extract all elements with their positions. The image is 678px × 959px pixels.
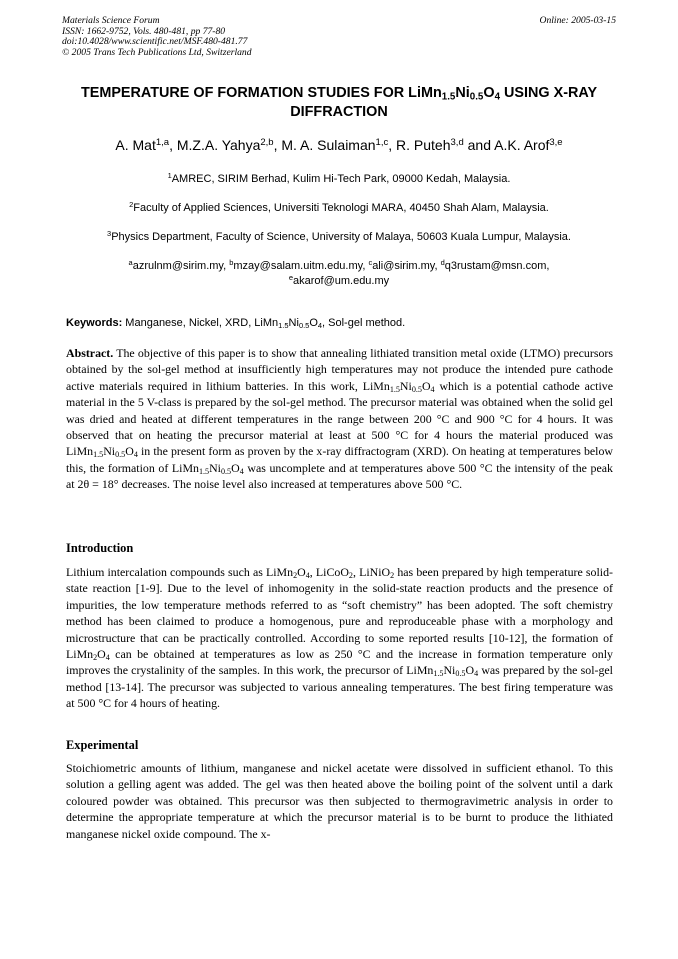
subscript: 2	[93, 653, 98, 663]
email-link[interactable]: $^a$azrulnm@sirim.my,	[128, 257, 230, 272]
experimental-paragraph: Stoichiometric amounts of lithium, manganese and nickel acetate were dissolved in sufficient ethanol. To this solution a gelling agent was added. The gel was then heated above the boiling point of the solvent until a dark coloured powder was obtained. This precursor was then subjected to thermogravimetric analysis in order to determine the appropriate temperature at which the precursor material is to be burnt to produce the lithiated manganese nickel oxide compound. The x-	[66, 761, 613, 841]
affiliation-1: $^1$AMREC, SIRIM Berhad, Kulim Hi-Tech Park, 09000 Kedah, Malaysia.	[167, 170, 511, 185]
doi-line: doi:10.4028/www.scientific.net/MSF.480-481.77	[62, 36, 248, 48]
journal-name: Materials Science Forum	[62, 15, 160, 26]
subscript: 1.5	[198, 466, 210, 476]
author: A.K. Arof$^{3,e}$	[494, 136, 563, 153]
author: A. Mat$^{1,a}$	[115, 136, 170, 153]
keywords-line: Keywords: Manganese, Nickel, XRD, $LiMn_{1.5}Ni_{0.5}O_4$, Sol-gel method.	[66, 317, 406, 330]
online-date: Online: 2005-03-15	[539, 15, 616, 26]
subscript: 4	[133, 450, 138, 460]
paper-title: TEMPERATURE OF FORMATION STUDIES FOR $LiMn_{1.5}Ni_{0.5}O_4$ USING X-RAY DIFFRACTION	[80, 85, 598, 120]
email-list	[60, 259, 618, 289]
email-link[interactable]: $^d$q3rustam@msn.com,	[440, 257, 550, 272]
affiliation-2: $^2$Faculty of Applied Sciences, Universiti Teknologi MARA, 40450 Shah Alam, Malaysia.	[129, 199, 549, 214]
subscript: 4	[430, 384, 435, 394]
subscript: 0.5	[411, 384, 422, 394]
email-link[interactable]: $^e$akarof@um.edu.my	[288, 272, 390, 287]
subscript: 2	[293, 571, 298, 581]
email-link[interactable]: $^b$mzay@salam.uitm.edu.my,	[229, 257, 369, 272]
author-list: A. Mat$^{1,a}$, M.Z.A. Yahya$^{2,b}$, M. A. Sulaiman$^{1,c}$, R. Puteh$^{3,d}$ and A.K. Arof$^{3,e}$	[115, 136, 563, 153]
running-header	[62, 16, 616, 58]
copyright-line: © 2005 Trans Tech Publications Ltd, Switzerland	[62, 46, 252, 58]
section-heading-introduction: Introduction	[66, 541, 134, 555]
author: M.Z.A. Yahya$^{2,b}$	[176, 136, 274, 153]
subscript: 4	[305, 571, 310, 581]
issn-line: ISSN: 1662-9752, Vols. 480-481, pp 77-80	[62, 25, 226, 37]
introduction-paragraph: Lithium intercalation compounds such as $LiMn_2O_4$, LiCoO$_2$, LiNiO$_2$ has been prepared by high temperature solid-state reaction [1-9]. Due to the level of inhomogenity in the solid-state reaction products and the presence of impurities, the low temperature methods referred to as “soft chemistry” has been adopted. The soft chemistry method has been claimed to produce a homogenous, pure and reproduceable phase with a morphology and microstructure that can be practically controlled. According to some reported results [10-12], the formation of $LiMn_2O_4$ can be obtained at temperatures as low as 250 °C and the increase in formation temperature only improves the crystalinity of the samples. In this work, the precursor of $LiMn_{1.5}Ni_{0.5}O_4$ was prepared by the sol-gel method [13-14]. The precursor was subjected to various annealing temperatures. The best firing temperature was at 500 °C for 4 hours of heating.	[66, 565, 613, 711]
subscript: 0.5	[221, 466, 232, 476]
subscript: 4	[239, 466, 244, 476]
subscript: 2	[348, 571, 353, 581]
subscript: 2	[390, 571, 395, 581]
email-link[interactable]: $^c$ali@sirim.my,	[368, 257, 441, 272]
keywords-label: Keywords:	[66, 317, 123, 329]
subscript: 0.5	[115, 450, 126, 460]
affiliation-3: $^3$Physics Department, Faculty of Science, University of Malaya, 50603 Kuala Lumpur, Malaysia.	[107, 228, 571, 243]
subscript: 0.5	[455, 669, 466, 679]
section-heading-experimental: Experimental	[66, 738, 139, 752]
subscript: 1.5	[389, 384, 400, 394]
subscript: 1.5	[433, 669, 444, 679]
abstract-paragraph: Abstract. The objective of this paper is to show that annealing lithiated transition metal oxide (LTMO) precursors obtained by the sol-gel method at insufficiently high temperatures may not produce the intended pure cathode active materials required in lithium batteries. In this work, $LiMn_{1.5}Ni_{0.5}O_4$ which is a potential cathode active material in the 5 V-class is prepared by the sol-gel method. The precursor material was obtained when the solid gel was dried and heated at different temperatures in the range between 200 °C and 900 °C for 4 hours. It was observed that on heating the precursor material at least at 500 °C for 4 hours the material produced was $LiMn_{1.5}Ni_{0.5}O_4$ in the present form as proven by the x-ray diffractogram (XRD). On heating at temperatures below this, the formation of $LiMn_{1.5}Ni_{0.5}O_4$ was uncomplete and at temperatures above 500 °C the intensity of the peak at 2θ = 18° decreases. The noise level also increased at temperatures above 500 °C.	[66, 346, 614, 492]
subscript: 4	[474, 669, 479, 679]
author: R. Puteh$^{3,d}$	[396, 136, 464, 153]
author: M. A. Sulaiman$^{1,c}$	[281, 136, 389, 153]
subscript: 4	[105, 653, 110, 663]
subscript: 1.5	[93, 450, 104, 460]
abstract-label: Abstract.	[66, 346, 114, 360]
